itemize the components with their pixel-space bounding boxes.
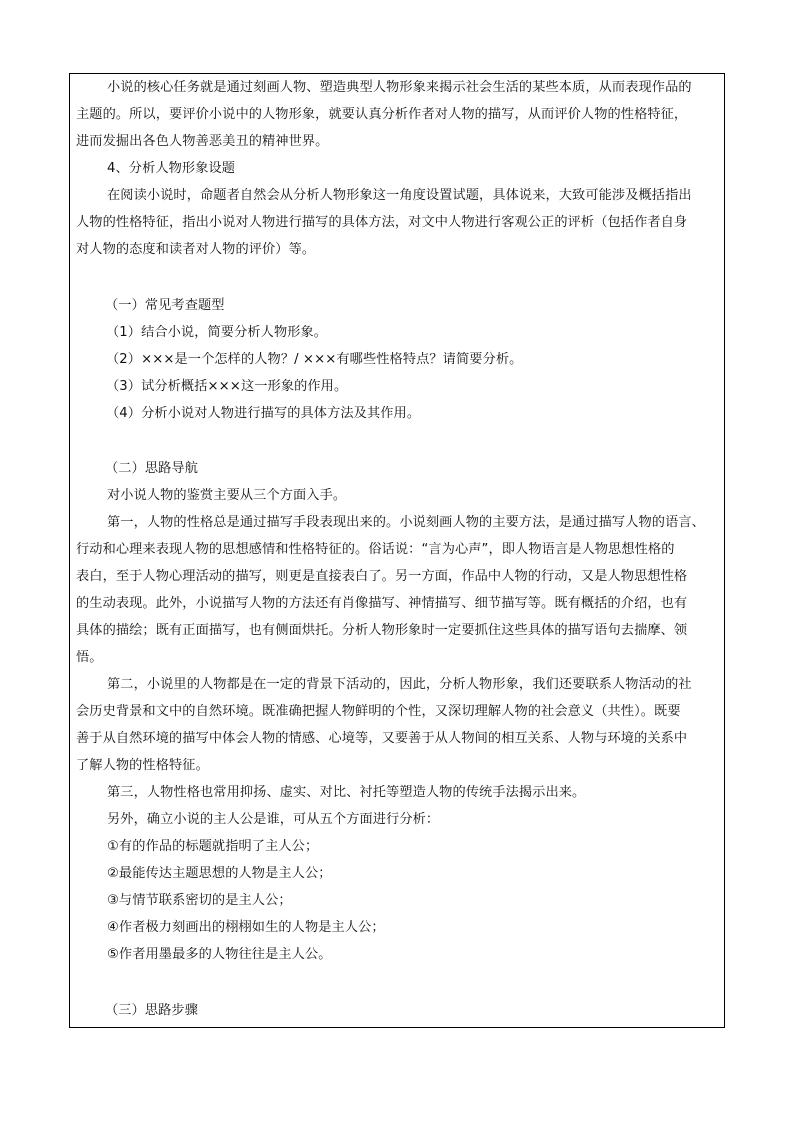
text-line: 了解人物的性格特征。	[76, 758, 209, 773]
list-item: ①有的作品的标题就指明了主人公；	[107, 839, 319, 854]
text-line: 第二，小说里的人物都是在一定的背景下活动的，因此，分析人物形象，我们还要联系人物活动的社	[107, 677, 692, 692]
text-line: 另外，确立小说的主人公是谁，可从五个方面进行分析：	[107, 812, 440, 827]
text-line: 第一，人物的性格总是通过描写手段表现出来的。小说刻画人物的主要方法，是通过描写人物的语言、	[107, 515, 705, 530]
text-line: 在阅读小说时，命题者自然会从分析人物形象这一角度设置试题，具体说来，大致可能涉及概括指出	[107, 188, 692, 203]
subsection-heading: （一）常见考查题型	[105, 298, 225, 313]
list-item: ⑤作者用墨最多的人物往往是主人公。	[107, 947, 332, 962]
text-line: 主题的。所以，要评价小说中的人物形象，就要认真分析作者对人物的描写，从而评价人物的性格特征，	[76, 107, 688, 122]
text-line: 人物的性格特征，指出小说对人物进行描写的具体方法，对文中人物进行客观公正的评析（包括作者自身	[76, 215, 688, 230]
list-item: ②最能传达主题思想的人物是主人公；	[107, 866, 332, 881]
text-line: 会历史背景和文中的自然环境。既准确把握人物鲜明的个性，又深切理解人物的社会意义（共性）。既要	[76, 704, 681, 719]
question-item: （1）结合小说，简要分析人物形象。	[106, 325, 328, 340]
subsection-heading: （三）思路步骤	[105, 1003, 199, 1018]
text-line: 行动和心理来表现人物的思想感情和性格特征的。俗话说：“言为心声”，即人物语言是人物思想性格的	[76, 542, 675, 557]
text-line: 的生动表现。此外，小说描写人物的方法还有肖像描写、神情描写、细节描写等。既有概括的介绍，也有	[76, 596, 688, 611]
subsection-heading: （二）思路导航	[105, 461, 199, 476]
text-line: 进而发掘出各色人物善恶美丑的精神世界。	[76, 134, 329, 149]
text-line: 对小说人物的鉴赏主要从三个方面入手。	[107, 488, 347, 503]
text-line: 第三，人物性格也常用抑扬、虚实、对比、衬托等塑造人物的传统手法揭示出来。	[107, 785, 586, 800]
question-item: （4）分析小说对人物进行描写的具体方法及其作用。	[106, 406, 421, 421]
content-table-cell	[69, 73, 725, 1028]
list-item: ④作者极力刻画出的栩栩如生的人物是主人公；	[107, 920, 385, 935]
text-line: 对人物的态度和读者对人物的评价）等。	[76, 242, 316, 257]
section-heading: 4、分析人物形象设题	[107, 161, 236, 176]
question-item: （2）×××是一个怎样的人物？/ ×××有哪些性格特点？请简要分析。	[106, 352, 523, 367]
text-line: 悟。	[76, 650, 103, 665]
text-line: 表白，至于人物心理活动的描写，则更是直接表白了。另一方面，作品中人物的行动，又是人物思想性格	[76, 569, 688, 584]
list-item: ③与情节联系密切的是主人公；	[107, 893, 292, 908]
text-line: 善于从自然环境的描写中体会人物的情感、心境等，又要善于从人物间的相互关系、人物与环境的关系中	[76, 731, 688, 746]
text-line: 小说的核心任务就是通过刻画人物、塑造典型人物形象来揭示社会生活的某些本质，从而表现作品的	[107, 80, 692, 95]
question-item: （3）试分析概括×××这一形象的作用。	[106, 379, 348, 394]
text-line: 具体的描绘；既有正面描写，也有侧面烘托。分析人物形象时一定要抓住这些具体的描写语句去揣摩、领	[76, 623, 688, 638]
